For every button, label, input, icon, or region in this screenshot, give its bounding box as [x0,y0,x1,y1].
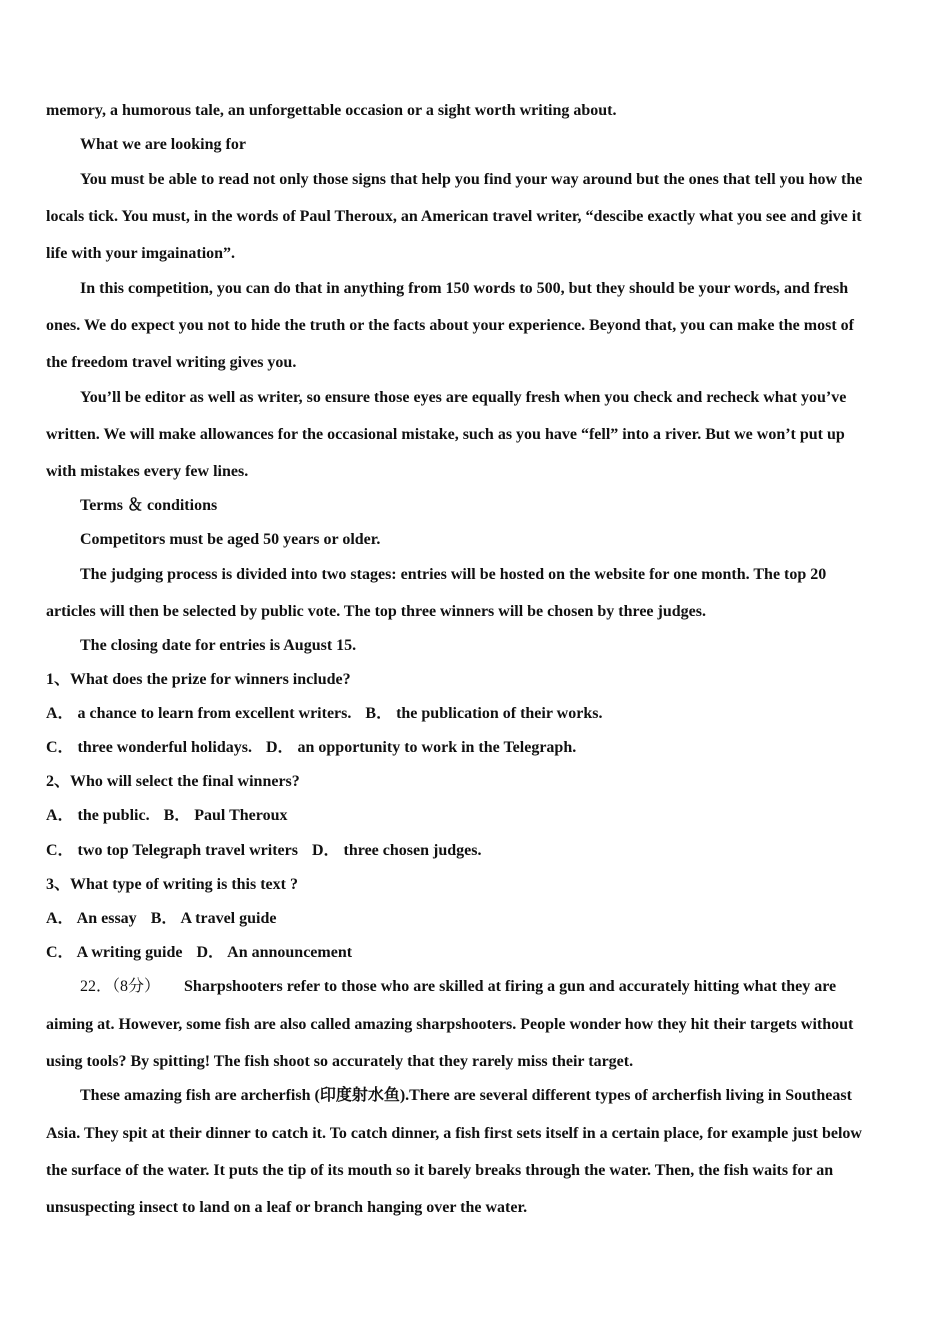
option-d: D． an opportunity to work in the Telegraph. [265,739,577,756]
option-b: B． A travel guide [150,910,277,927]
option-b: B． the publication of their works. [365,705,603,722]
section-22-first-line [80,977,904,997]
passage-line: articles will then be selected by public vote. The top three winners will be chosen by three judges. [46,603,706,620]
option-d: D． three chosen judges. [311,842,482,859]
question-2-options-ab [46,806,904,826]
passage-line: These amazing fish are archerfish (印度射水鱼).There are several different types of archerfish living in Southeast [80,1087,852,1104]
passage-line: The judging process is divided into two stages: entries will be hosted on the website for one month. The top 20 [80,566,827,583]
option-a: A． a chance to learn from excellent writers. [46,705,352,722]
option-c: C． A writing guide [46,944,183,961]
option-c: C． two top Telegraph travel writers [46,842,298,859]
passage-line: written. We will make allowances for the occasional mistake, such as you have “fell” into a river. But we won’t put up [46,426,845,443]
question-3-options-cd [46,943,904,963]
question-1-options-ab [46,704,904,724]
question-2-options-cd [46,841,904,861]
question-2-stem: 2、Who will select the final winners? [46,773,300,790]
section-heading-looking-for: What we are looking for [80,136,246,153]
option-a: A． An essay [46,910,137,927]
section-22-number: 22．（8分） [80,978,161,995]
passage-line: locals tick. You must, in the words of Paul Theroux, an American travel writer, “descibe exactly what you see and give it [46,208,862,225]
passage-line: Competitors must be aged 50 years or older. [80,531,381,548]
passage-line: ones. We do expect you not to hide the truth or the facts about your experience. Beyond that, you can make the most of [46,317,854,334]
question-1-options-cd [46,738,904,758]
question-3-stem: 3、What type of writing is this text ? [46,876,298,893]
passage-line: using tools? By spitting! The fish shoot so accurately that they rarely miss their target. [46,1053,634,1070]
section-22-text: Sharpshooters refer to those who are skilled at firing a gun and accurately hitting what they are [184,978,837,995]
passage-line: You’ll be editor as well as writer, so ensure those eyes are equally fresh when you check and recheck what you’ve [80,389,847,406]
passage-line: unsuspecting insect to land on a leaf or branch hanging over the water. [46,1199,528,1216]
passage-line: The closing date for entries is August 15. [80,637,357,654]
option-d: D． An announcement [196,944,353,961]
option-b: B． Paul Theroux [163,807,288,824]
passage-line: life with your imgaination”. [46,245,236,262]
passage-line: the freedom travel writing gives you. [46,354,297,371]
passage-line: memory, a humorous tale, an unforgettable occasion or a sight worth writing about. [46,102,617,119]
question-3-options-ab [46,909,904,929]
passage-line: aiming at. However, some fish are also called amazing sharpshooters. People wonder how they hit their targets without [46,1016,854,1033]
option-c: C． three wonderful holidays. [46,739,252,756]
option-a: A． the public. [46,807,150,824]
passage-line: In this competition, you can do that in anything from 150 words to 500, but they should be your words, and fresh [80,280,849,297]
passage-line: the surface of the water. It puts the tip of its mouth so it barely breaks through the water. Then, the fish waits for an [46,1162,834,1179]
passage-line: Asia. They spit at their dinner to catch it. To catch dinner, a fish first sets itself in a certain place, for example just below [46,1125,862,1142]
passage-line: with mistakes every few lines. [46,463,249,480]
passage-line: You must be able to read not only those signs that help you find your way around but the ones that tell you how the [80,171,863,188]
section-heading-terms: Terms ＆ conditions [80,497,218,514]
question-1-stem: 1、What does the prize for winners include? [46,671,351,688]
